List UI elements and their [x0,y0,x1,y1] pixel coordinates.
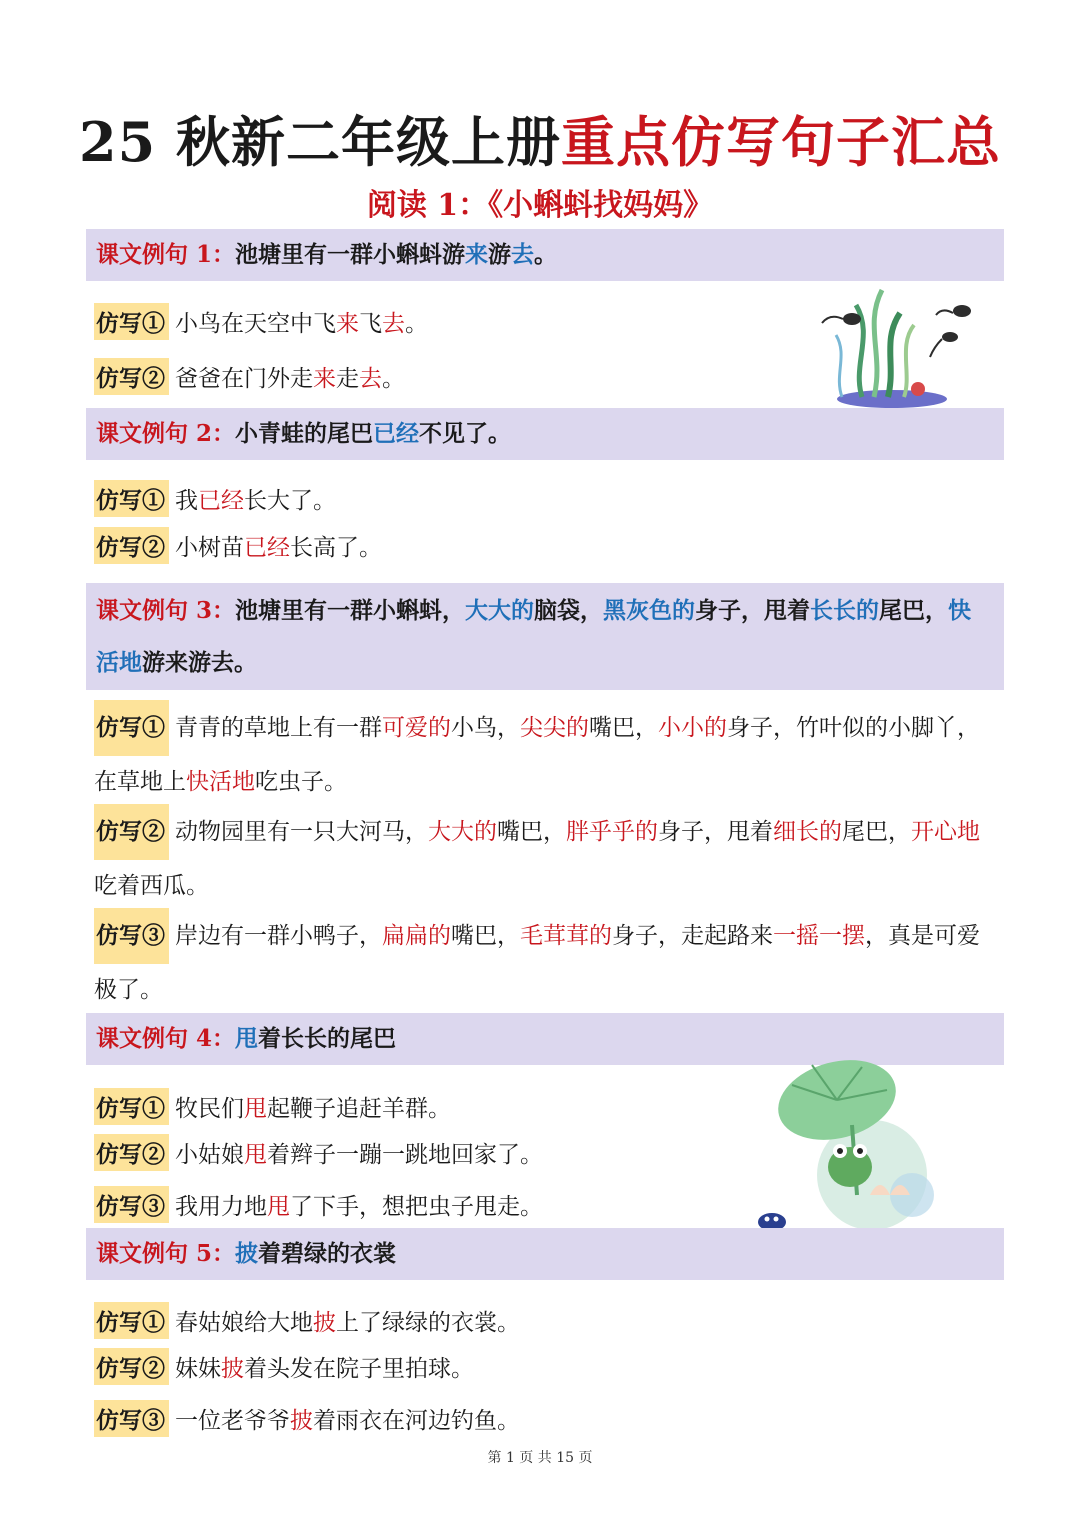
highlight: 已经 [373,420,420,447]
frog-lotus-illustration [752,1055,947,1235]
example-text: 游 [488,241,512,268]
text: 尾巴， [842,819,911,845]
text: 走 [336,366,359,392]
imitation-line [94,1302,999,1339]
example-text: 池塘里有一群小蝌蚪， [235,597,466,624]
text: 我 [175,488,198,514]
text: 妹妹 [175,1356,221,1382]
text: 小鸟， [451,715,520,741]
highlight: 甩 [244,1142,267,1168]
highlight: 大大的 [428,819,497,845]
example-text: 身子，甩着 [695,597,811,624]
example-text: 着碧绿的衣裳 [258,1240,397,1267]
imitation-tag: 仿写① [94,1302,169,1339]
page-number: 第 1 页 共 15 页 [487,1450,593,1466]
text: 长大了。 [244,488,336,514]
imitation-line [94,480,999,517]
highlight: 快活地 [96,597,972,676]
imitation-tag: 仿写② [94,804,169,860]
example-text: 着长长的尾巴 [258,1025,397,1052]
text: 春姑娘给大地 [175,1310,313,1336]
highlight: 去 [511,241,535,268]
highlight: 小小的 [658,715,727,741]
example-text: 不见了。 [419,420,512,447]
text: 吃虫子。 [255,769,347,795]
highlight: 来 [465,241,489,268]
highlight: 甩 [267,1194,290,1220]
text: 着辫子一蹦一跳地回家了。 [267,1142,543,1168]
highlight: 一摇一摆 [773,923,865,949]
highlight: 扁扁的 [382,923,451,949]
text: 爸爸在门外走 [175,366,313,392]
example-text: 尾巴， [879,597,949,624]
example-label: 课文例句 2： [96,420,236,447]
example-label: 课文例句 4： [96,1025,236,1052]
text: 身子，走起路来 [612,923,773,949]
tadpole-seaweed-illustration [812,285,992,410]
text: 。 [382,366,405,392]
highlight: 细长的 [773,819,842,845]
text: 嘴巴， [589,715,658,741]
example-bar-1 [86,229,1004,281]
title-part-2: 重点仿写句子汇总 [560,110,1001,174]
imitation-line [94,700,999,808]
text: 小树苗 [175,535,244,561]
highlight: 已经 [198,488,244,514]
text: 一位老爷爷 [175,1408,290,1434]
imitation-line [94,908,999,1016]
text: 岸边有一群小鸭子， [175,923,382,949]
text: 着头发在院子里拍球。 [244,1356,474,1382]
highlight: 披 [235,1240,259,1267]
highlight: 披 [221,1356,244,1382]
example-text: 池塘里有一群小蝌蚪游 [235,241,466,268]
text: 了下手，想把虫子甩走。 [290,1194,543,1220]
example-text: 脑袋， [534,597,604,624]
text: 。 [405,311,428,337]
highlight: 来 [336,311,359,337]
text: 嘴巴， [451,923,520,949]
highlight: 去 [382,311,405,337]
text: 嘴巴， [497,819,566,845]
highlight: 已经 [244,535,290,561]
text: 长高了。 [290,535,382,561]
title-part-1: 25 秋新二年级上册 [79,110,561,174]
example-text: 游来游去。 [142,649,257,676]
text: 青青的草地上有一群 [175,715,382,741]
example-label: 课文例句 5： [96,1240,236,1267]
imitation-tag: 仿写② [94,358,169,395]
highlight: 长长的 [810,597,880,624]
imitation-tag: 仿写② [94,527,169,564]
example-bar-2 [86,408,1004,460]
highlight: 黑灰色的 [603,597,696,624]
text: 牧民们 [175,1096,244,1122]
imitation-tag: 仿写③ [94,908,169,964]
imitation-line [94,1400,999,1437]
highlight: 可爱的 [382,715,451,741]
highlight: 披 [313,1310,336,1336]
imitation-line [94,1348,999,1385]
text: ，真是可爱极了。 [94,923,980,1003]
example-label: 课文例句 3： [96,597,236,624]
example-text: 。 [534,241,558,268]
highlight: 开心地 [911,819,980,845]
subtitle: 阅读 1：《小蝌蚪找妈妈》 [366,188,714,223]
highlight: 快活地 [186,769,255,795]
example-bar-3 [86,583,1004,690]
text: 小姑娘 [175,1142,244,1168]
imitation-tag: 仿写① [94,1088,169,1125]
example-label: 课文例句 1： [96,241,236,268]
text: 飞 [359,311,382,337]
text: 小鸟在天空中飞 [175,311,336,337]
imitation-tag: 仿写① [94,700,169,756]
example-bar-5 [86,1228,1004,1280]
text: 动物园里有一只大河马， [175,819,428,845]
text: 身子，甩着 [658,819,773,845]
example-text: 小青蛙的尾巴 [235,420,374,447]
text: 着雨衣在河边钓鱼。 [313,1408,520,1434]
highlight: 尖尖的 [520,715,589,741]
highlight: 胖乎乎的 [566,819,658,845]
imitation-tag: 仿写② [94,1134,169,1171]
imitation-line [94,804,999,912]
imitation-tag: 仿写① [94,480,169,517]
imitation-tag: 仿写② [94,1348,169,1385]
text: 吃着西瓜。 [94,873,209,899]
highlight: 甩 [244,1096,267,1122]
highlight: 去 [359,366,382,392]
highlight: 大大的 [465,597,535,624]
highlight: 披 [290,1408,313,1434]
page-title [0,100,1080,177]
imitation-tag: 仿写① [94,303,169,340]
highlight: 来 [313,366,336,392]
text: 身子，竹叶似的小脚丫，在草地上 [94,715,980,795]
highlight: 毛茸茸的 [520,923,612,949]
text: 上了绿绿的衣裳。 [336,1310,520,1336]
imitation-tag: 仿写③ [94,1400,169,1437]
imitation-tag: 仿写③ [94,1186,169,1223]
text: 我用力地 [175,1194,267,1220]
text: 起鞭子追赶羊群。 [267,1096,451,1122]
highlight: 甩 [235,1025,259,1052]
imitation-line [94,527,999,564]
